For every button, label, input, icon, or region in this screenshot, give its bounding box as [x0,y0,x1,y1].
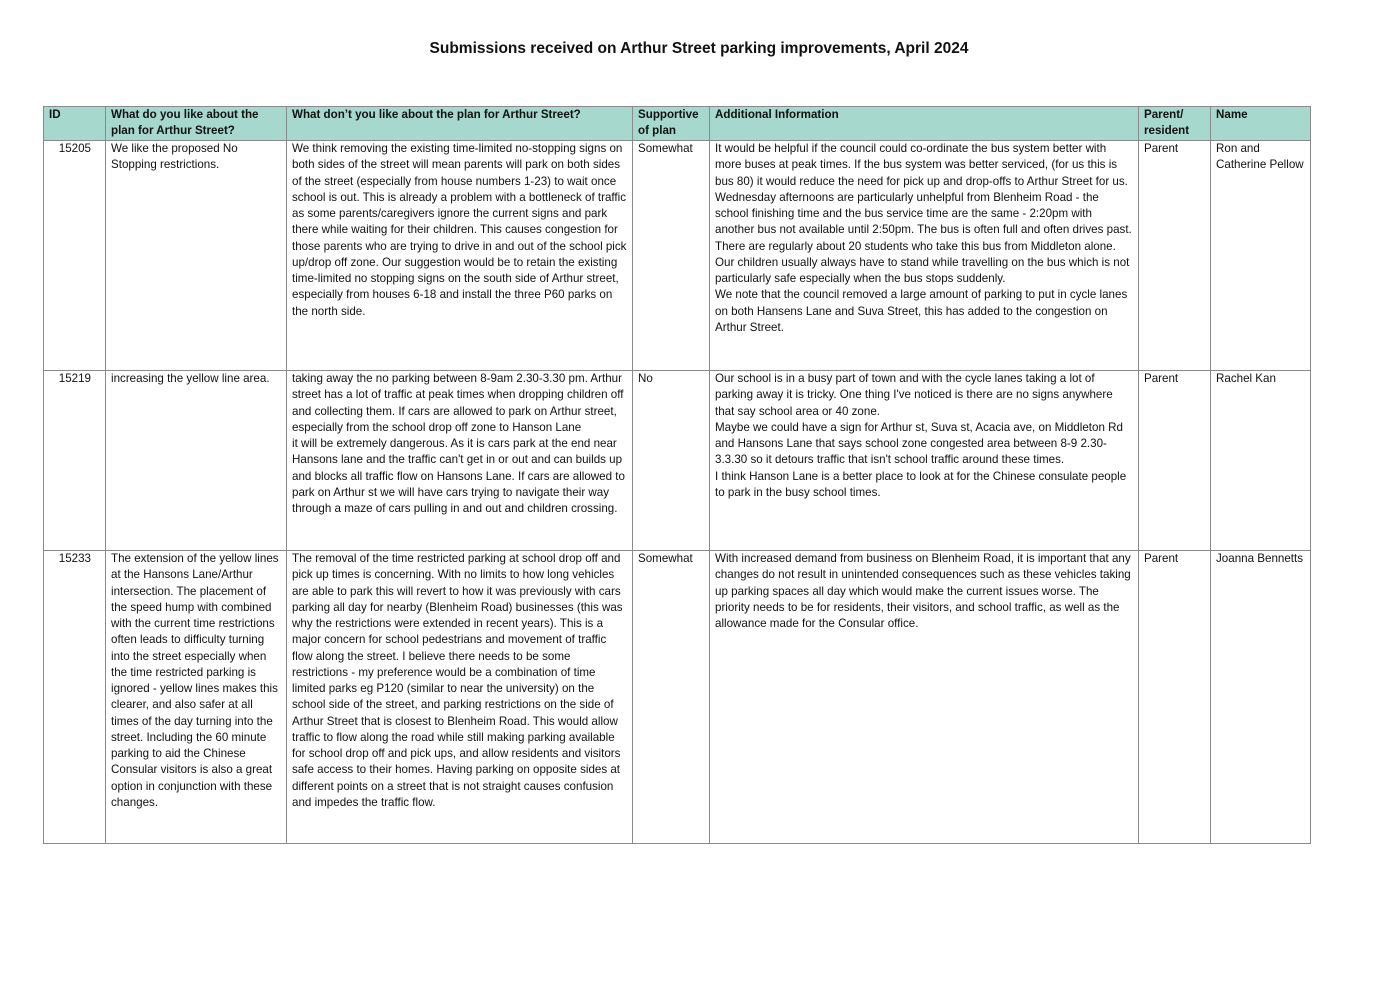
header-dislike: What don’t you like about the plan for Arthur Street? [287,107,633,141]
cell-role: Parent [1139,551,1211,844]
cell-additional-text: With increased demand from business on Blenheim Road, it is important that any changes do not result in unintended consequences such as these vehicles taking up parking spaces all day which would make the current issues worse. The priority needs to be for residents, their visitors, and school traffic, as well as the allowance made for the Consular office. [715,552,1131,630]
cell-like-text: The extension of the yellow lines at the Hansons Lane/Arthur intersection. The placement of the speed hump with combined with the current time restrictions often leads to difficulty turning into the street especially when the time restricted parking is ignored - yellow lines makes this clearer, and also safer at all times of the day turning into the street. Including the 60 minute parking to aid the Chinese Consular visitors is also a great option in conjunction with these changes. [111,552,279,809]
table-header-row [44,107,1311,141]
cell-dislike-text: taking away the no parking between 8-9am 2.30-3.30 pm. Arthur street has a lot of traffic at peak times when dropping children off and collecting them. If cars are allowed to park on Arthur street, especially from the school drop off zone to Hanson Lane it will be extremely dangerous. As it is cars park at the end near Hansons lane and the traffic can't get in or out and can builds up and blocks all traffic flow on Hansons Lane. If cars are allowed to park on Arthur st we will have cars trying to navigate their way through a maze of cars pulling in and out and children crossing. [292,372,625,515]
table-row [44,371,1311,551]
cell-name: Rachel Kan [1211,371,1311,551]
cell-id: 15219 [44,371,106,551]
cell-like-text: increasing the yellow line area. [111,372,270,385]
cell-additional [710,551,1139,844]
cell-role: Parent [1139,141,1211,371]
cell-dislike [287,371,633,551]
cell-additional-text: It would be helpful if the council could co-ordinate the bus system better with more buses at peak times. If the bus system was better serviced, (for us this is bus 80) it would reduce the need for pick up and drop-offs to Arthur Street for us. Wednesday afternoons are particularly unhelpful from Blenheim Road - the school finishing time and the bus service time are the same - 2:20pm with another bus not available until 2:50pm. The bus is often full and often drives past. There are regularly about 20 students who take this bus from Middleton alone. Our children usually always have to stand while travelling on the bus which is not particularly safe especially when the bus stops suddenly. We note that the council removed a large amount of parking to put in cycle lanes on both Hansens Lane and Suva Street, this has added to the congestion on Arthur Street. [715,142,1132,334]
header-name: Name [1211,107,1311,141]
header-additional-information: Additional Information [710,107,1139,141]
cell-supportive: Somewhat [633,551,710,844]
cell-supportive: No [633,371,710,551]
page-title: Submissions received on Arthur Street parking improvements, April 2024 [429,40,969,57]
cell-like-text: We like the proposed No Stopping restrictions. [111,142,238,172]
submissions-table [43,106,1311,844]
cell-dislike [287,141,633,371]
cell-id: 15205 [44,141,106,371]
cell-like [106,371,287,551]
header-id: ID [44,107,106,141]
cell-additional-text: Our school is in a busy part of town and with the cycle lanes taking a lot of parking away it is tricky. One thing I've noticed is there are no signs anywhere that say school area or 40 zone. Maybe we could have a sign for Arthur st, Suva st, Acacia ave, on Middleton Rd and Hansons Lane that says school zone congested area between 8-9 2.30-3.3.30 so it detours traffic that isn't school traffic around these times. I think Hanson Lane is a better place to look at for the Chinese consulate people to park in the busy school times. [715,372,1127,499]
cell-dislike-text: We think removing the existing time-limited no-stopping signs on both sides of the street will mean parents will park on both sides of the street (especially from house numbers 1-23) to wait once school is out. This is already a problem with a bottleneck of traffic as some parents/caregivers ignore the current signs and park there while waiting for their children. This causes congestion for those parents who are trying to drive in and out of the school pick up/drop off zone. Our suggestion would be to retain the existing time-limited no stopping signs on the south side of Arthur street, especially from houses 6-18 and install the three P60 parks on the north side. [292,142,627,318]
cell-role: Parent [1139,371,1211,551]
cell-name: Joanna Bennetts [1211,551,1311,844]
cell-like [106,551,287,844]
header-parent-resident: Parent/ resident [1139,107,1211,141]
cell-additional [710,141,1139,371]
table-row [44,551,1311,844]
table-row [44,141,1311,371]
cell-additional [710,371,1139,551]
cell-supportive: Somewhat [633,141,710,371]
cell-like [106,141,287,371]
cell-dislike [287,551,633,844]
cell-id: 15233 [44,551,106,844]
header-like: What do you like about the plan for Arthur Street? [106,107,287,141]
header-supportive: Supportive of plan [633,107,710,141]
cell-name: Ron and Catherine Pellow [1211,141,1311,371]
cell-dislike-text: The removal of the time restricted parking at school drop off and pick up times is concerning. With no limits to how long vehicles are able to park this will revert to how it was previously with cars parking all day for nearby (Blenheim Road) businesses (this was why the restrictions were extended in recent years). This is a major concern for school pedestrians and movement of traffic flow along the street. I believe there needs to be some restrictions - my preference would be a combination of time limited parks eg P120 (similar to near the university) on the school side of the street, and parking restrictions on the side of Arthur Street that is closest to Blenheim Road. This would allow traffic to flow along the road while still making parking available for school drop off and pick ups, and allow residents and visitors safe access to their homes. Having parking on opposite sides at different points on a street that is not straight causes confusion and impedes the traffic flow. [292,552,623,809]
